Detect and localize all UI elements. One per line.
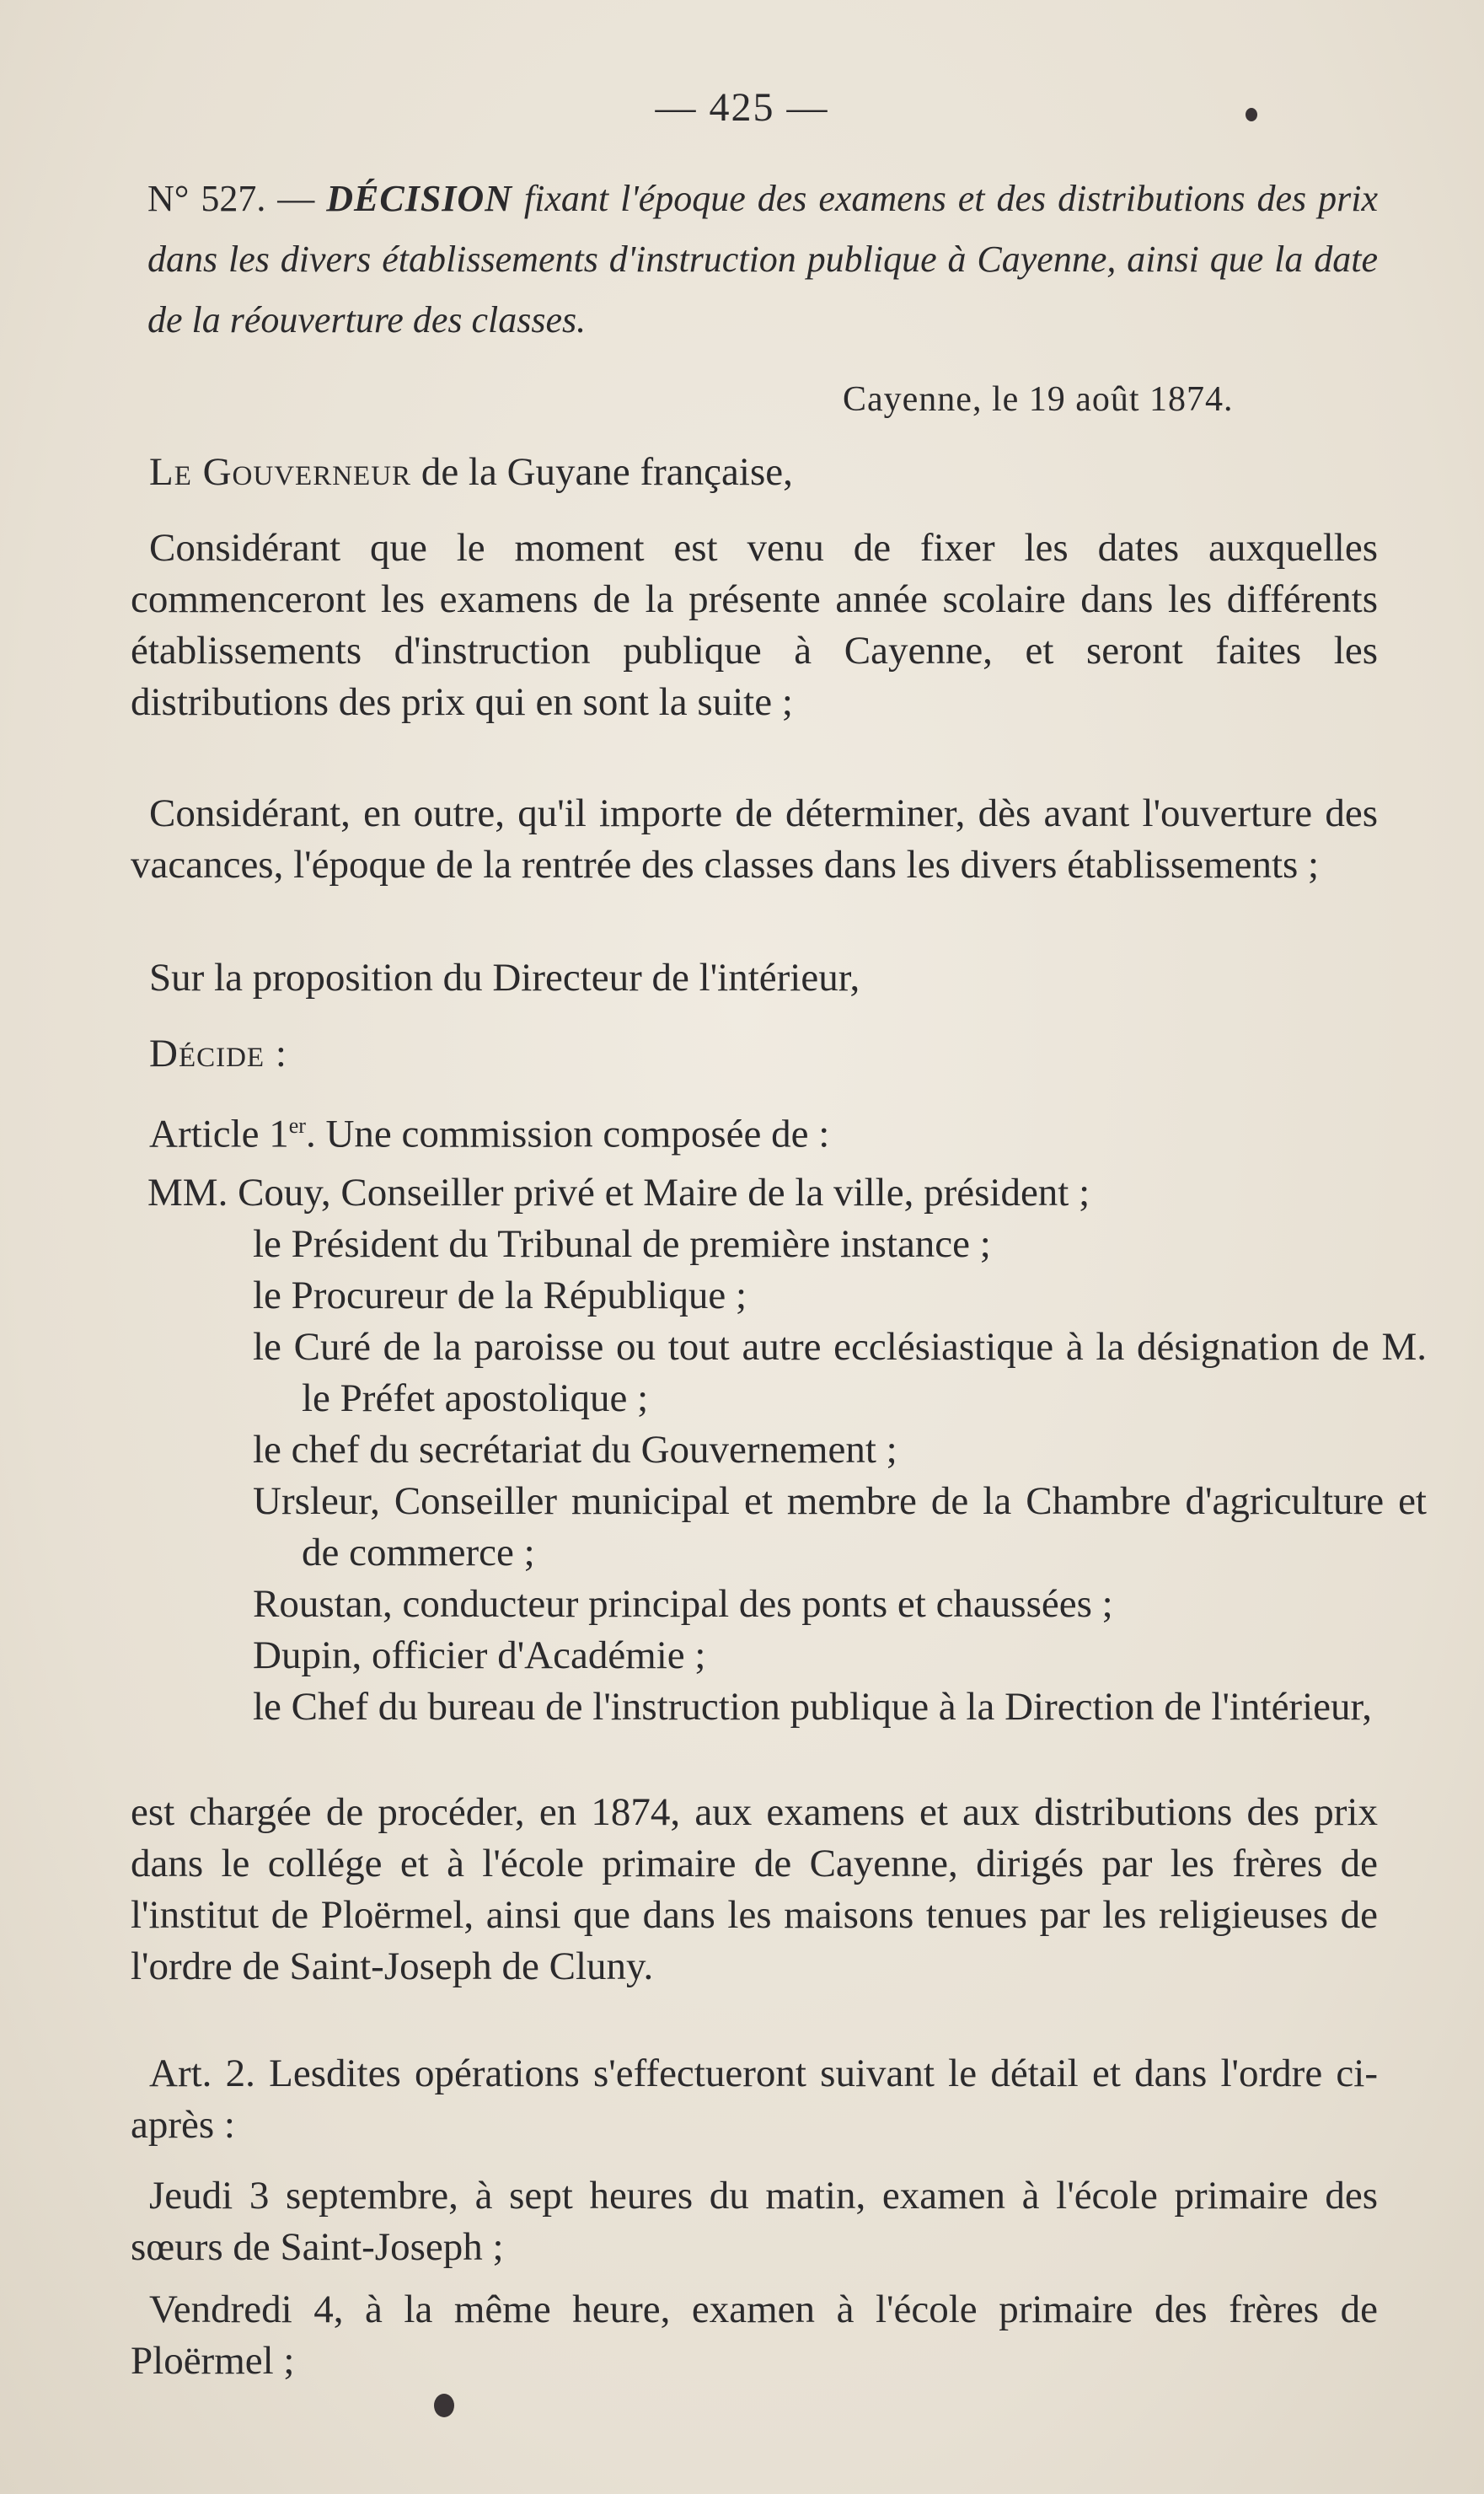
article-1-body: est chargée de procéder, en 1874, aux examens et aux distributions des prix dans le collége et à l'école primaire de Cayenne, dirigés par les frères de l'institut de Ploërmel, ainsi que dans les maisons tenues par les religieuses de l'ordre de Saint-Joseph de Cluny. [131, 1790, 1378, 1988]
article-1-sup: er [288, 1113, 306, 1138]
schedule-item-1: Jeudi 3 septembre, à sept heures du matin, examen à l'école primaire des sœurs de Saint-Joseph ; [131, 2174, 1378, 2269]
dateline: Cayenne, le 19 août 1874. [843, 380, 1234, 419]
commission-member: MM. Couy, Conseiller privé et Maire de la ville, président ; [147, 1171, 1090, 1215]
governor-title: Le Gouverneur [149, 450, 412, 494]
commission-member: le chef du secrétariat du Gouvernement ; [253, 1428, 897, 1472]
commission-member: le Chef du bureau de l'instruction publique à la Direction de l'intérieur, [253, 1685, 1373, 1729]
article-1-label: Article 1 [149, 1112, 289, 1156]
ink-spot [434, 2394, 454, 2417]
article-2-paragraph: Art. 2. Lesdites opérations s'effectueront suivant le détail et dans l'ordre ci-après : [131, 2052, 1378, 2147]
commission-member: Roustan, conducteur principal des ponts et chaussées ; [253, 1582, 1113, 1626]
decide-line: Décide : [149, 1032, 287, 1075]
ink-spot [1246, 108, 1257, 121]
decision-subject: fixant l'époque des examens et des distributions des prix dans les divers établissements d'instruction publique à Cayenne, ainsi que la date de la réouverture des classes. [147, 178, 1379, 341]
decision-number: N° 527. — [147, 178, 327, 219]
schedule-item-2: Vendredi 4, à la même heure, examen à l'école primaire des frères de Ploërmel ; [131, 2288, 1378, 2383]
decision-heading [147, 169, 1378, 351]
commission-member: Ursleur, Conseiller municipal et membre de la Chambre d'agriculture et de commerce ; [253, 1479, 1427, 1574]
commission-member: le Procureur de la République ; [253, 1274, 747, 1317]
page-number: — 425 — [655, 85, 829, 130]
proposition-paragraph: Sur la proposition du Directeur de l'intérieur, [149, 956, 860, 1000]
article-1-intro [131, 1100, 1378, 1161]
considerant-paragraph-1: Considérant que le moment est venu de fixer les dates auxquelles commenceront les examens de la présente année scolaire dans les différents établissements d'instruction publique à Cayenne, et seront faites les distributions des prix qui en sont la suite ; [131, 526, 1378, 724]
commission-member: le Président du Tribunal de première instance ; [253, 1222, 991, 1266]
article-1-intro-text: . Une commission composée de : [305, 1112, 830, 1156]
governor-rest: de la Guyane française, [411, 450, 793, 494]
considerant-paragraph-2: Considérant, en outre, qu'il importe de déterminer, dès avant l'ouverture des vacances, l'époque de la rentrée des classes dans les divers établissements ; [131, 791, 1378, 887]
decision-title: DÉCISION [326, 178, 512, 219]
commission-member: Dupin, officier d'Académie ; [253, 1633, 706, 1677]
governor-line [131, 447, 1378, 498]
commission-member: le Curé de la paroisse ou tout autre ecclésiastique à la désignation de M. le Préfet apostolique ; [253, 1325, 1427, 1420]
